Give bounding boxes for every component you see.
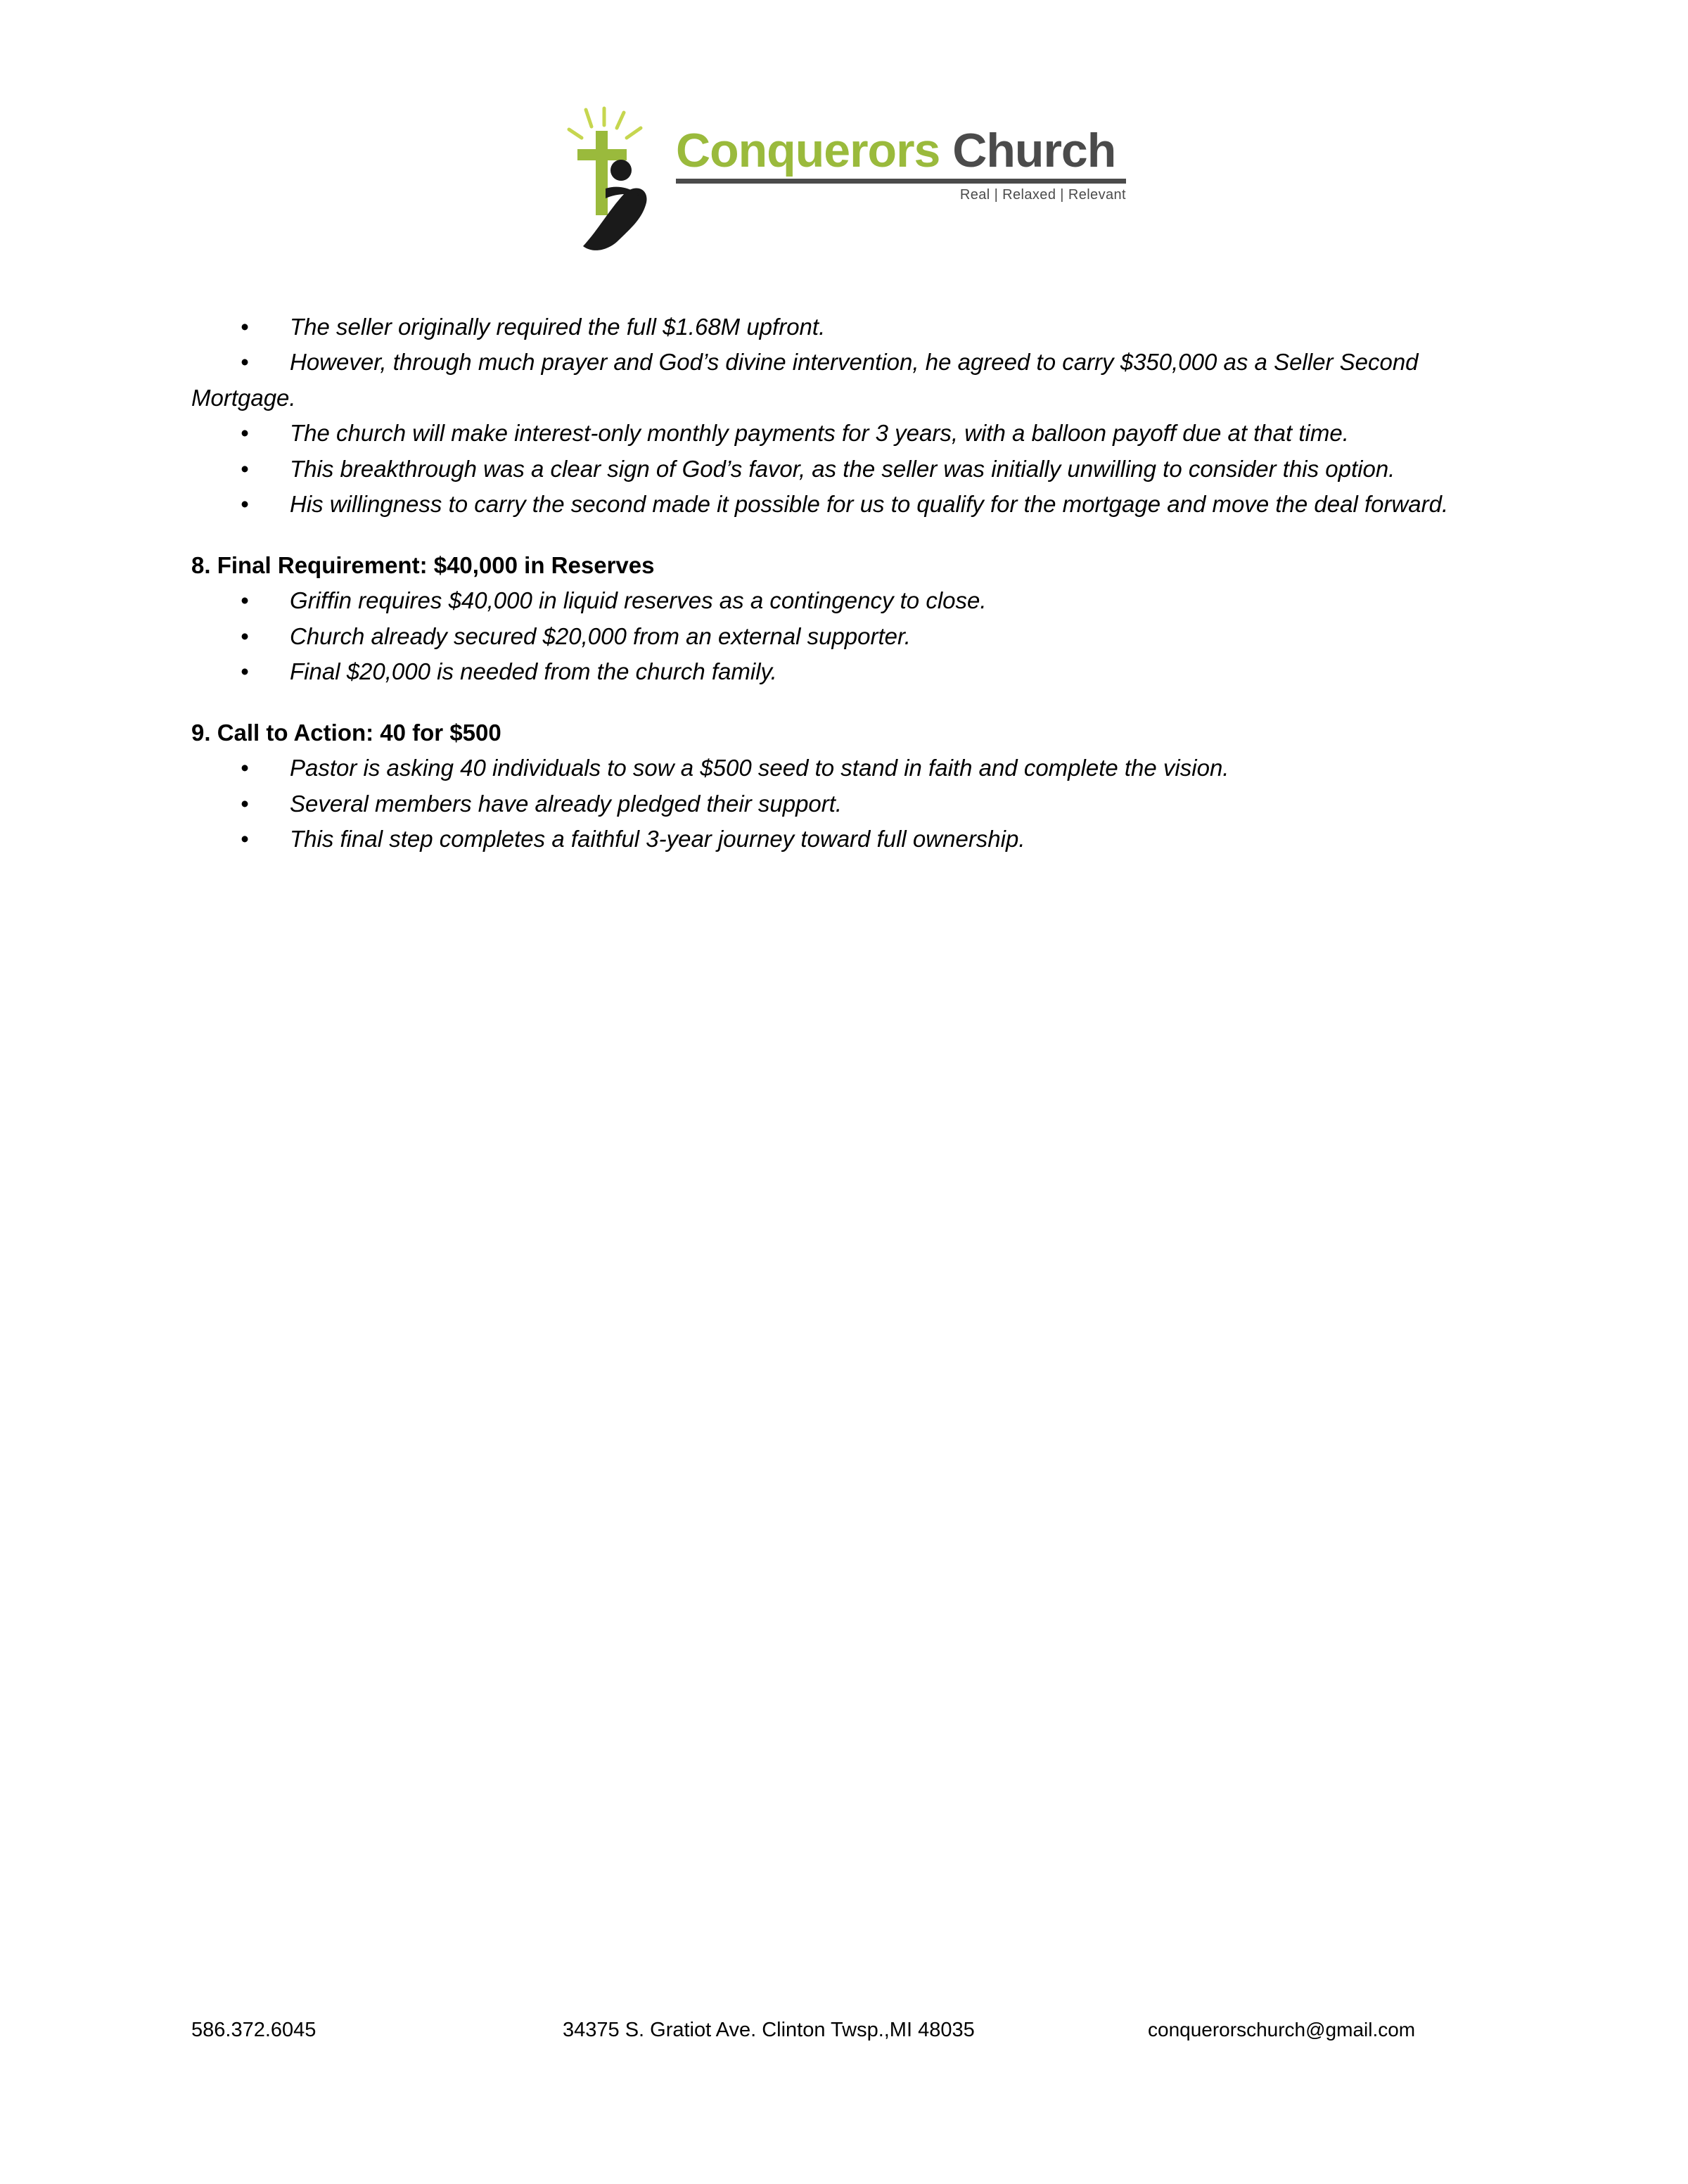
list-item <box>191 487 1497 522</box>
bullet-glyph: • <box>241 658 249 685</box>
bullet-glyph: • <box>241 455 249 482</box>
logo <box>562 106 1126 257</box>
logo-name-secondary: Church <box>952 124 1116 177</box>
bullet-glyph: • <box>241 622 249 649</box>
logo-tagline: Real | Relaxed | Relevant <box>959 187 1126 203</box>
list-item-text: However, through much prayer and God’s divine intervention, he agreed to carry $350,000 as a Seller Second Mortgage. <box>191 349 1419 411</box>
list-item <box>191 619 1497 654</box>
section-list <box>191 583 1497 689</box>
list-item-text: This final step completes a faithful 3-year journey toward full ownership. <box>290 826 1025 852</box>
section-heading: 9. Call to Action: 40 for $500 <box>191 719 501 746</box>
bullet-glyph: • <box>241 349 249 376</box>
list-item <box>191 309 1497 345</box>
logo-name-primary: Conquerors <box>676 124 940 177</box>
list-item-text: Church already secured $20,000 from an external supporter. <box>290 622 911 649</box>
list-item <box>191 822 1497 857</box>
footer-phone: 586.372.6045 <box>191 2019 316 2041</box>
list-item <box>191 583 1497 618</box>
cross-and-person-logo-icon <box>562 106 667 257</box>
footer-email: conquerorschurch@gmail.com <box>1148 2019 1416 2041</box>
list-item-text: Pastor is asking 40 individuals to sow a $500 seed to stand in faith and complete the vision. <box>290 755 1229 781</box>
section-heading: 8. Final Requirement: $40,000 in Reserves <box>191 551 655 578</box>
list-item <box>191 345 1497 416</box>
footer-address: 34375 S. Gratiot Ave. Clinton Twsp.,MI 48035 <box>563 2019 975 2041</box>
list-item-text: The church will make interest-only monthly payments for 3 years, with a balloon payoff due at that time. <box>290 420 1349 447</box>
logo-wordmark <box>676 106 1126 203</box>
bullet-glyph: • <box>241 790 249 817</box>
letterhead <box>0 106 1688 257</box>
section-list <box>191 786 1497 857</box>
list-item <box>191 751 1497 786</box>
bullet-glyph: • <box>241 314 249 340</box>
list-item <box>191 416 1497 451</box>
bullet-glyph: • <box>241 420 249 447</box>
list-item <box>191 654 1497 689</box>
list-item-text: The seller originally required the full $1.68M upfront. <box>290 314 826 340</box>
list-item-text: Griffin requires $40,000 in liquid reserves as a contingency to close. <box>290 587 987 614</box>
list-item <box>191 786 1497 822</box>
document-body <box>191 309 1497 857</box>
list-item-text: His willingness to carry the second made it possible for us to qualify for the mortgage and move the deal forward. <box>290 491 1449 518</box>
bullet-glyph: • <box>241 755 249 781</box>
list-item-text: Final $20,000 is needed from the church family. <box>290 658 777 685</box>
list-item <box>191 452 1497 487</box>
logo-divider <box>676 179 1126 184</box>
bullet-glyph: • <box>241 826 249 852</box>
bullet-glyph: • <box>241 587 249 614</box>
bullet-glyph: • <box>241 491 249 518</box>
list-item-text: This breakthrough was a clear sign of God’s favor, as the seller was initially unwilling to consider this option. <box>290 455 1395 482</box>
list-item-text: Several members have already pledged their support. <box>290 790 843 817</box>
